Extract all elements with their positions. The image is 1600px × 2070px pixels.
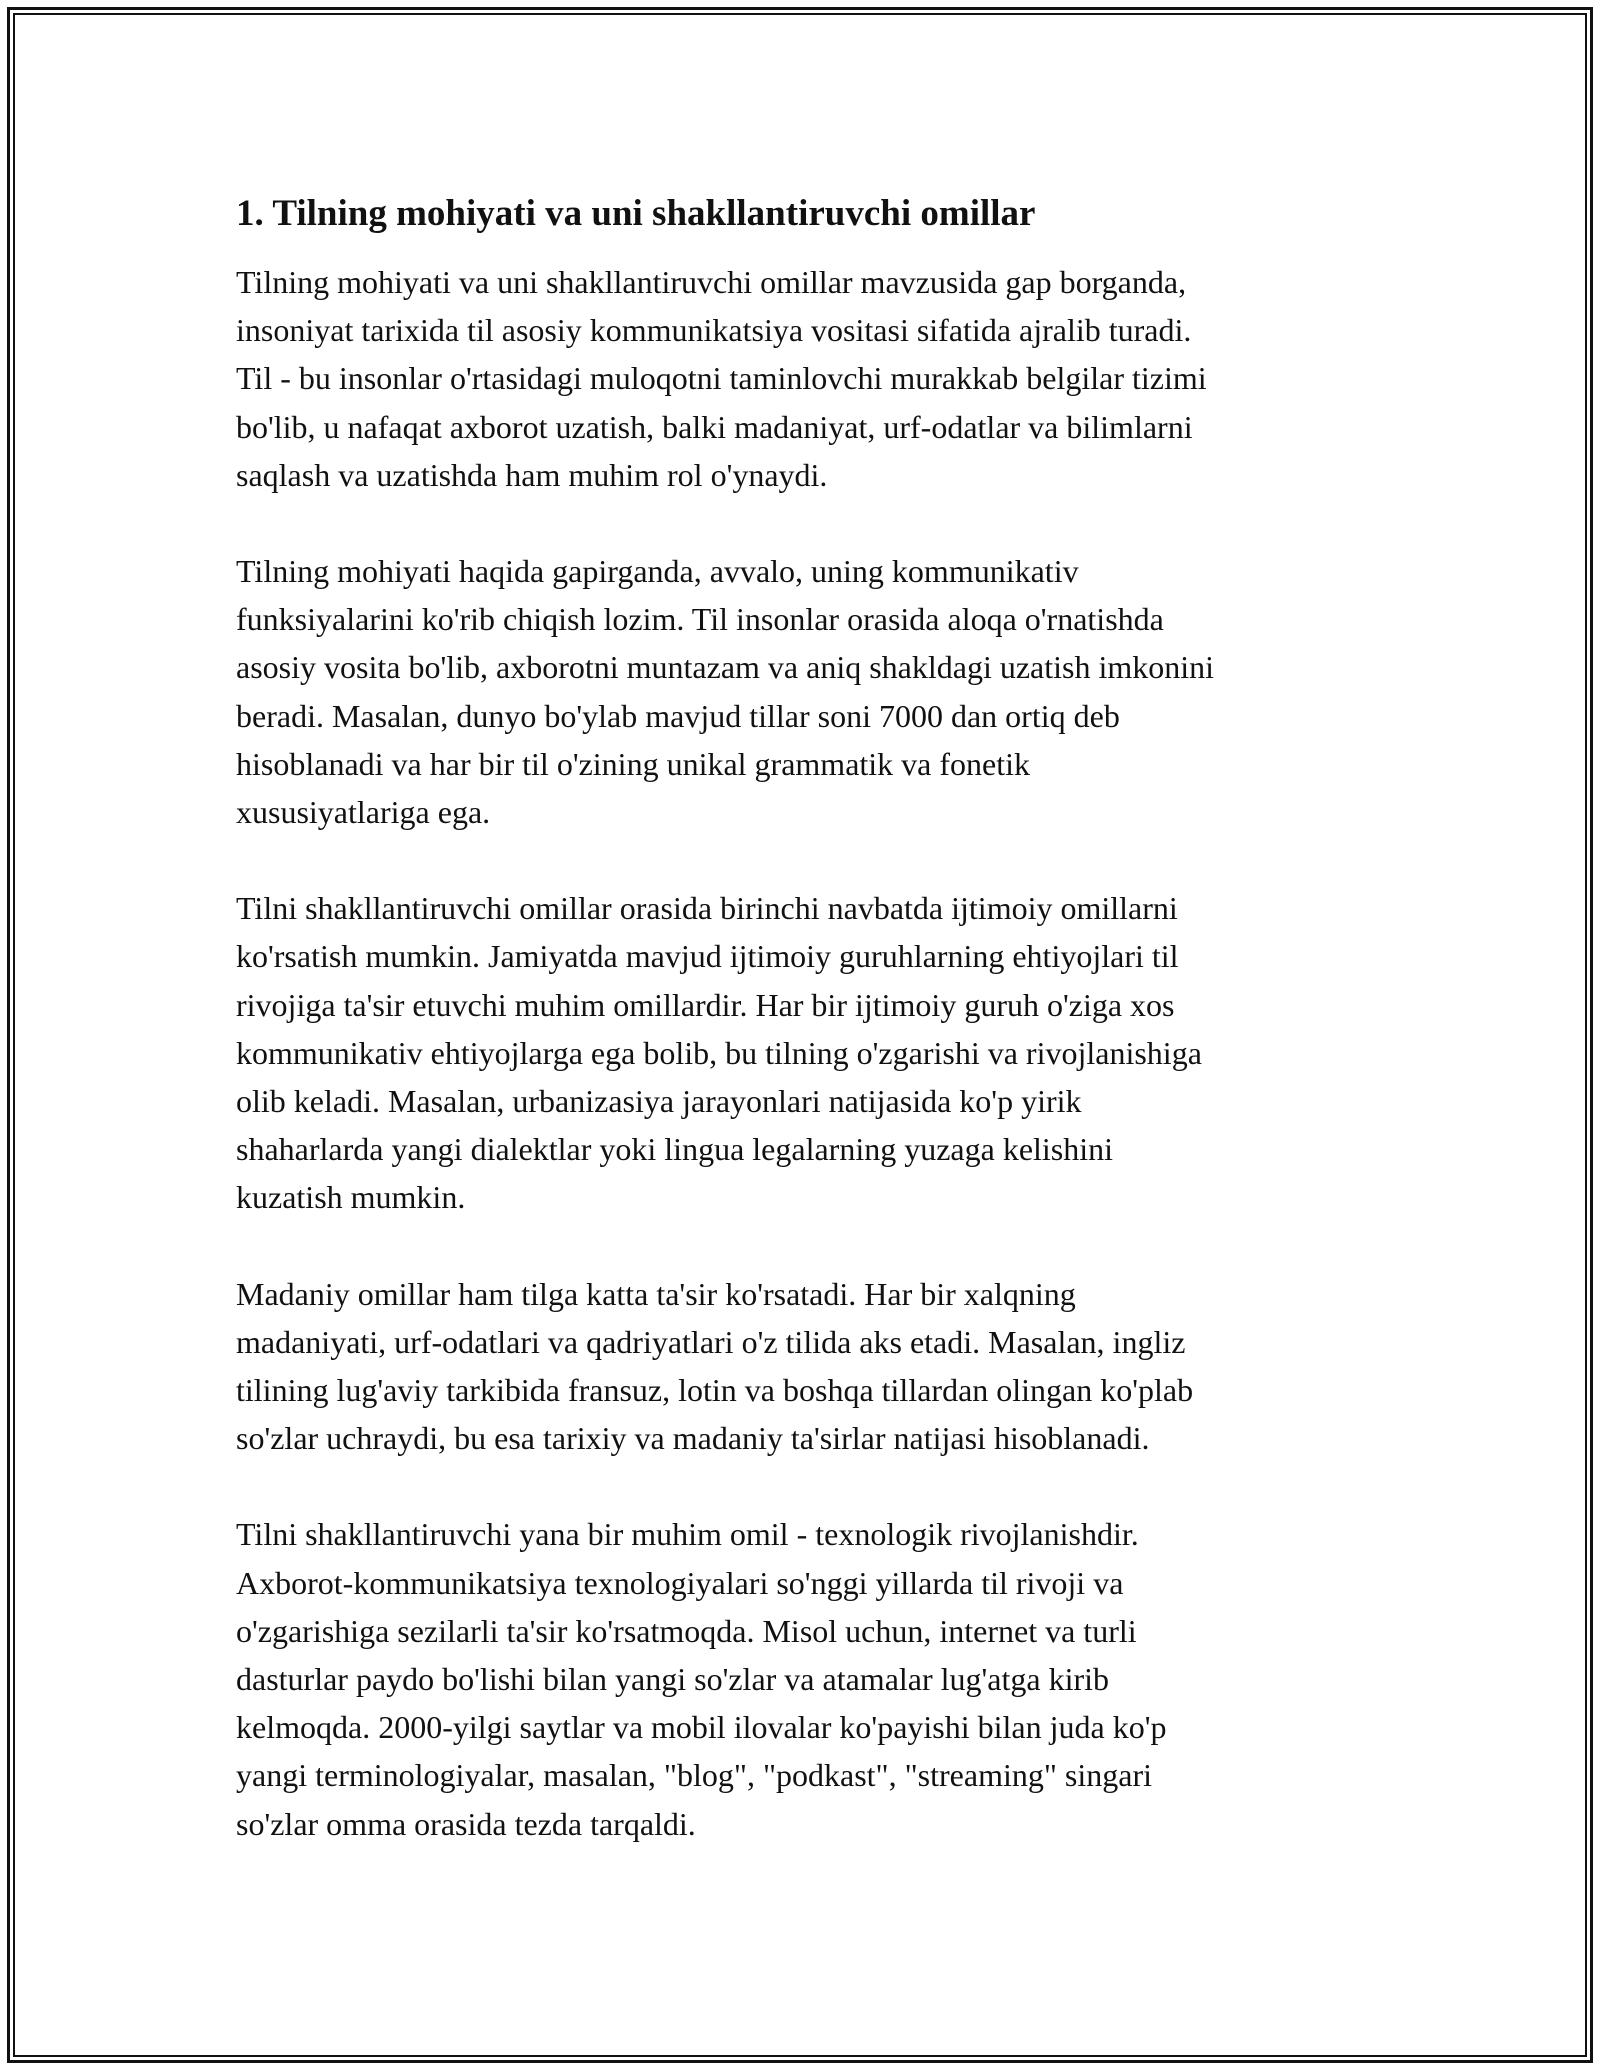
section-title: 1. Tilning mohiyati va uni shakllantiruvchi omillar — [236, 193, 1036, 234]
paragraph-1: Tilning mohiyati va uni shakllantiruvchi omillar mavzusida gap borganda, insoniyat tarixida til asosiy kommunikatsiya vositasi sifatida ajralib turadi. Til - bu insonlar o'rtasidagi muloqotni taminlovchi murakkab belgilar tizimi bo'lib, u nafaqat axborot uzatish, balki madaniyat, urf-odatlar va bilimlarni saqlash va uzatishda ham muhim rol o'ynaydi. — [236, 264, 1207, 493]
paragraph-5: Tilni shakllantiruvchi yana bir muhim omil - texnologik rivojlanishdir. Axborot-kommunikatsiya texnologiyalari so'nggi yillarda til rivoji va o'zgarishiga sezilarli ta'sir ko'rsatmoqda. Misol uchun, internet va turli dasturlar paydo bo'lishi bilan yangi so'zlar va atamalar lug'atga kirib kelmoqda. 2000-yilgi saytlar va mobil ilovalar ko'payishi bilan juda ko'p yangi terminologiyalar, masalan, "blog", "podkast", "streaming" singari so'zlar omma orasida tezda tarqaldi. — [236, 1516, 1167, 1842]
document-body — [236, 190, 1376, 1848]
paragraph-2: Tilning mohiyati haqida gapirganda, avvalo, uning kommunikativ funksiyalarini ko'rib chiqish lozim. Til insonlar orasida aloqa o'rnatishda asosiy vosita bo'lib, axborotni muntazam va aniq shakldagi uzatish imkonini beradi. Masalan, dunyo bo'ylab mavjud tillar soni 7000 dan ortiq deb hisoblanadi va har bir til o'zining unikal grammatik va fonetik xususiyatlariga ega. — [236, 553, 1215, 831]
paragraph-4: Madaniy omillar ham tilga katta ta'sir ko'rsatadi. Har bir xalqning madaniyati, urf-odatlari va qadriyatlari o'z tilida aks etadi. Masalan, ingliz tilining lug'aviy tarkibida fransuz, lotin va boshqa tillardan olingan ko'plab so'zlar uchraydi, bu esa tarixiy va madaniy ta'sirlar natijasi hisoblanadi. — [236, 1275, 1194, 1457]
paragraph-3: Tilni shakllantiruvchi omillar orasida birinchi navbatda ijtimoiy omillarni ko'rsatish mumkin. Jamiyatda mavjud ijtimoiy guruhlarning ehtiyojlari til rivojiga ta'sir etuvchi muhim omillardir. Har bir ijtimoiy guruh o'ziga xos kommunikativ ehtiyojlarga ega bolib, bu tilning o'zgarishi va rivojlanishiga olib keladi. Masalan, urbanizasiya jarayonlari natijasida ko'p yirik shaharlarda yangi dialektlar yoki lingua legalarning yuzaga kelishini kuzatish mumkin. — [236, 890, 1202, 1216]
